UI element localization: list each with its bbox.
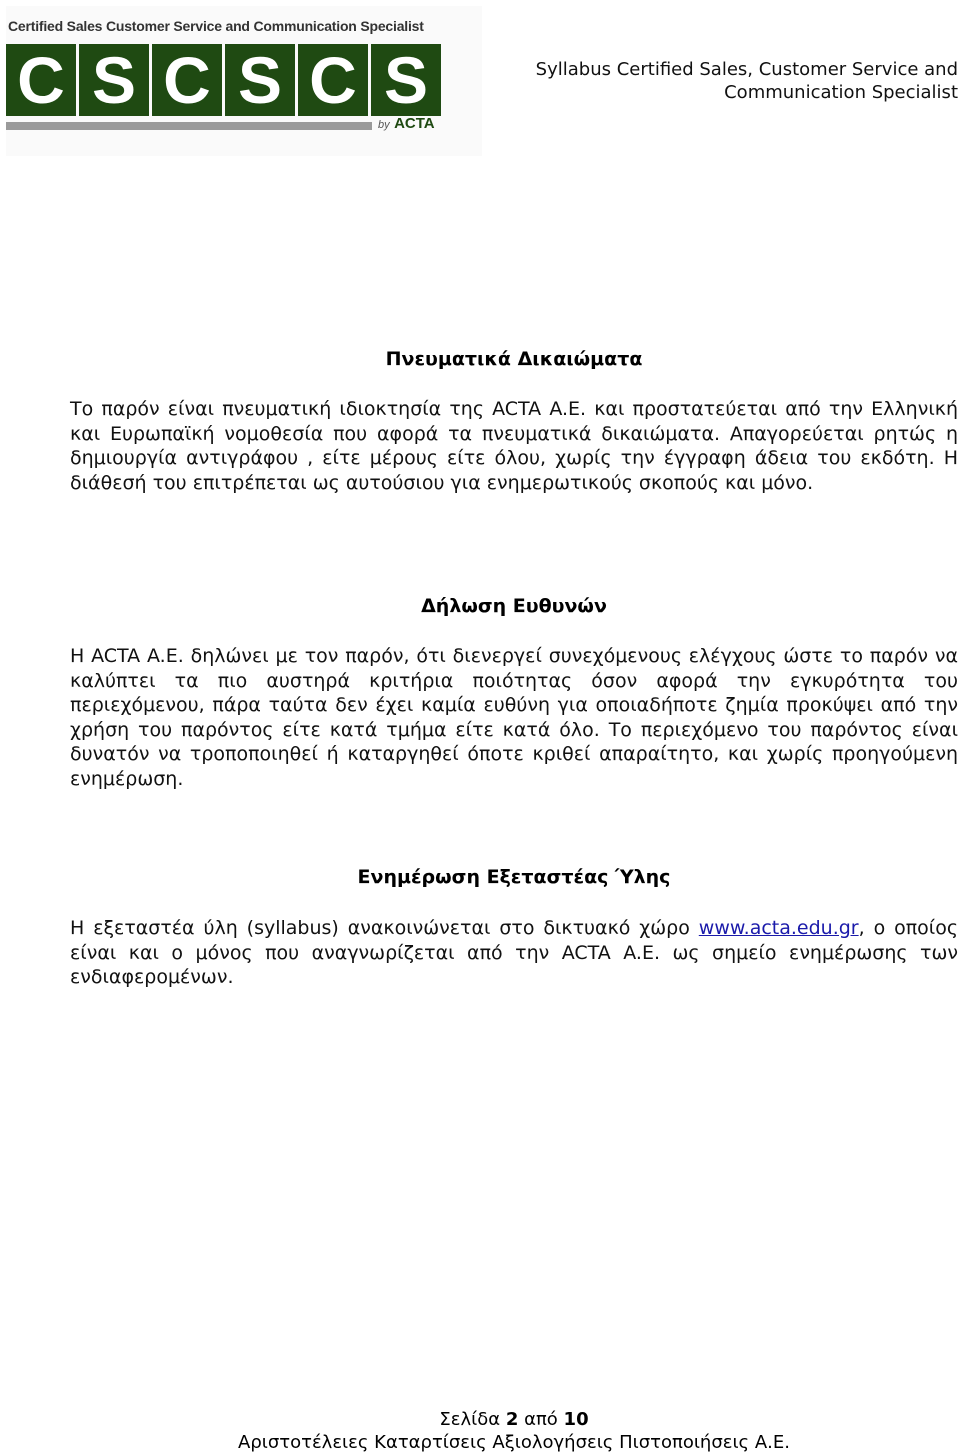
logo-tile: S bbox=[79, 44, 149, 116]
syllabus-info-text-end: , ο οποίος είναι και ο μόνος που αναγνωρίζεται από την ACTA A.E. ως σημείο ενημέρωσης των ενδιαφερομένων. bbox=[70, 917, 958, 988]
logo-letter-tiles bbox=[6, 44, 444, 116]
logo-tile: C bbox=[6, 44, 76, 116]
logo-tile: C bbox=[152, 44, 222, 116]
page-number bbox=[70, 1408, 958, 1431]
syllabus-info-text-start: Η εξεταστέα ύλη (syllabus) ανακοινώνεται στο δικτυακό χώρο bbox=[70, 917, 699, 939]
logo-tile: S bbox=[371, 44, 441, 116]
logo-by-acta bbox=[378, 115, 435, 133]
syllabus-info-paragraph bbox=[70, 916, 958, 990]
header-title-line-1: Syllabus Certified Sales, Customer Service and bbox=[535, 59, 958, 80]
disclaimer-paragraph: Η ACTA A.E. δηλώνει με τον παρόν, ότι διενεργεί συνεχόμενους ελέγχους ώστε το παρόν να καλύπτει τα πιο αυστηρά κριτήρια ποιότητας όσον αφορά την εγκυρότητα του περιεχόμενου, πάρα ταύτα δεν έχει καμία ευθύνη για οποιαδήποτε ζημία προκύψει από την χρήση του παρόντος είτε κατά τμήμα είτε κατά όλο. Το περιεχόμενο του παρόντος είναι δυνατόν να τροποποιηθεί ή καταργηθεί όποτε κριθεί απαραίτητο, και χωρίς προηγούμενη ενημέρωση. bbox=[70, 645, 958, 790]
copyright-paragraph: Το παρόν είναι πνευματική ιδιοκτησία της ACTA A.E. και προστατεύεται από την Ελληνική και Ευρωπαϊκή νομοθεσία που αφορά τα πνευματικά δικαιώματα. Απαγορεύεται ρητώς η δημιουργία αντιγράφου , είτε μέρους είτε όλου, χωρίς την έγγραφη άδεια του εκδότη. Η διάθεσή του επιτρέπεται ως αυτούσιου για ενημερωτικούς σκοπούς και μόνο. bbox=[70, 398, 958, 494]
footer-company-name: Αριστοτέλειες Καταρτίσεις Αξιολογήσεις Πιστοποιήσεις Α.Ε. bbox=[238, 1432, 790, 1453]
acta-website-link[interactable]: www.acta.edu.gr bbox=[698, 917, 859, 939]
logo-underline-bar bbox=[6, 122, 372, 130]
page-number-middle: από bbox=[518, 1409, 564, 1430]
syllabus-info-heading: Ενημέρωση Εξεταστέας Ύλης bbox=[357, 866, 671, 888]
document-header-title bbox=[478, 58, 958, 104]
cscscs-logo bbox=[6, 6, 482, 156]
logo-tile: C bbox=[298, 44, 368, 116]
page-current: 2 bbox=[505, 1409, 519, 1430]
page-total: 10 bbox=[563, 1409, 589, 1430]
logo-tagline: Certified Sales Customer Service and Communication Specialist bbox=[8, 18, 424, 34]
logo-brand: ACTA bbox=[394, 115, 435, 132]
copyright-heading: Πνευματικά Δικαιώματα bbox=[385, 348, 643, 370]
page-number-prefix: Σελίδα bbox=[439, 1409, 506, 1430]
logo-by: by bbox=[378, 119, 390, 131]
header-title-line-2: Communication Specialist bbox=[724, 82, 958, 103]
logo-tile: S bbox=[225, 44, 295, 116]
disclaimer-heading: Δήλωση Ευθυνών bbox=[421, 595, 607, 617]
